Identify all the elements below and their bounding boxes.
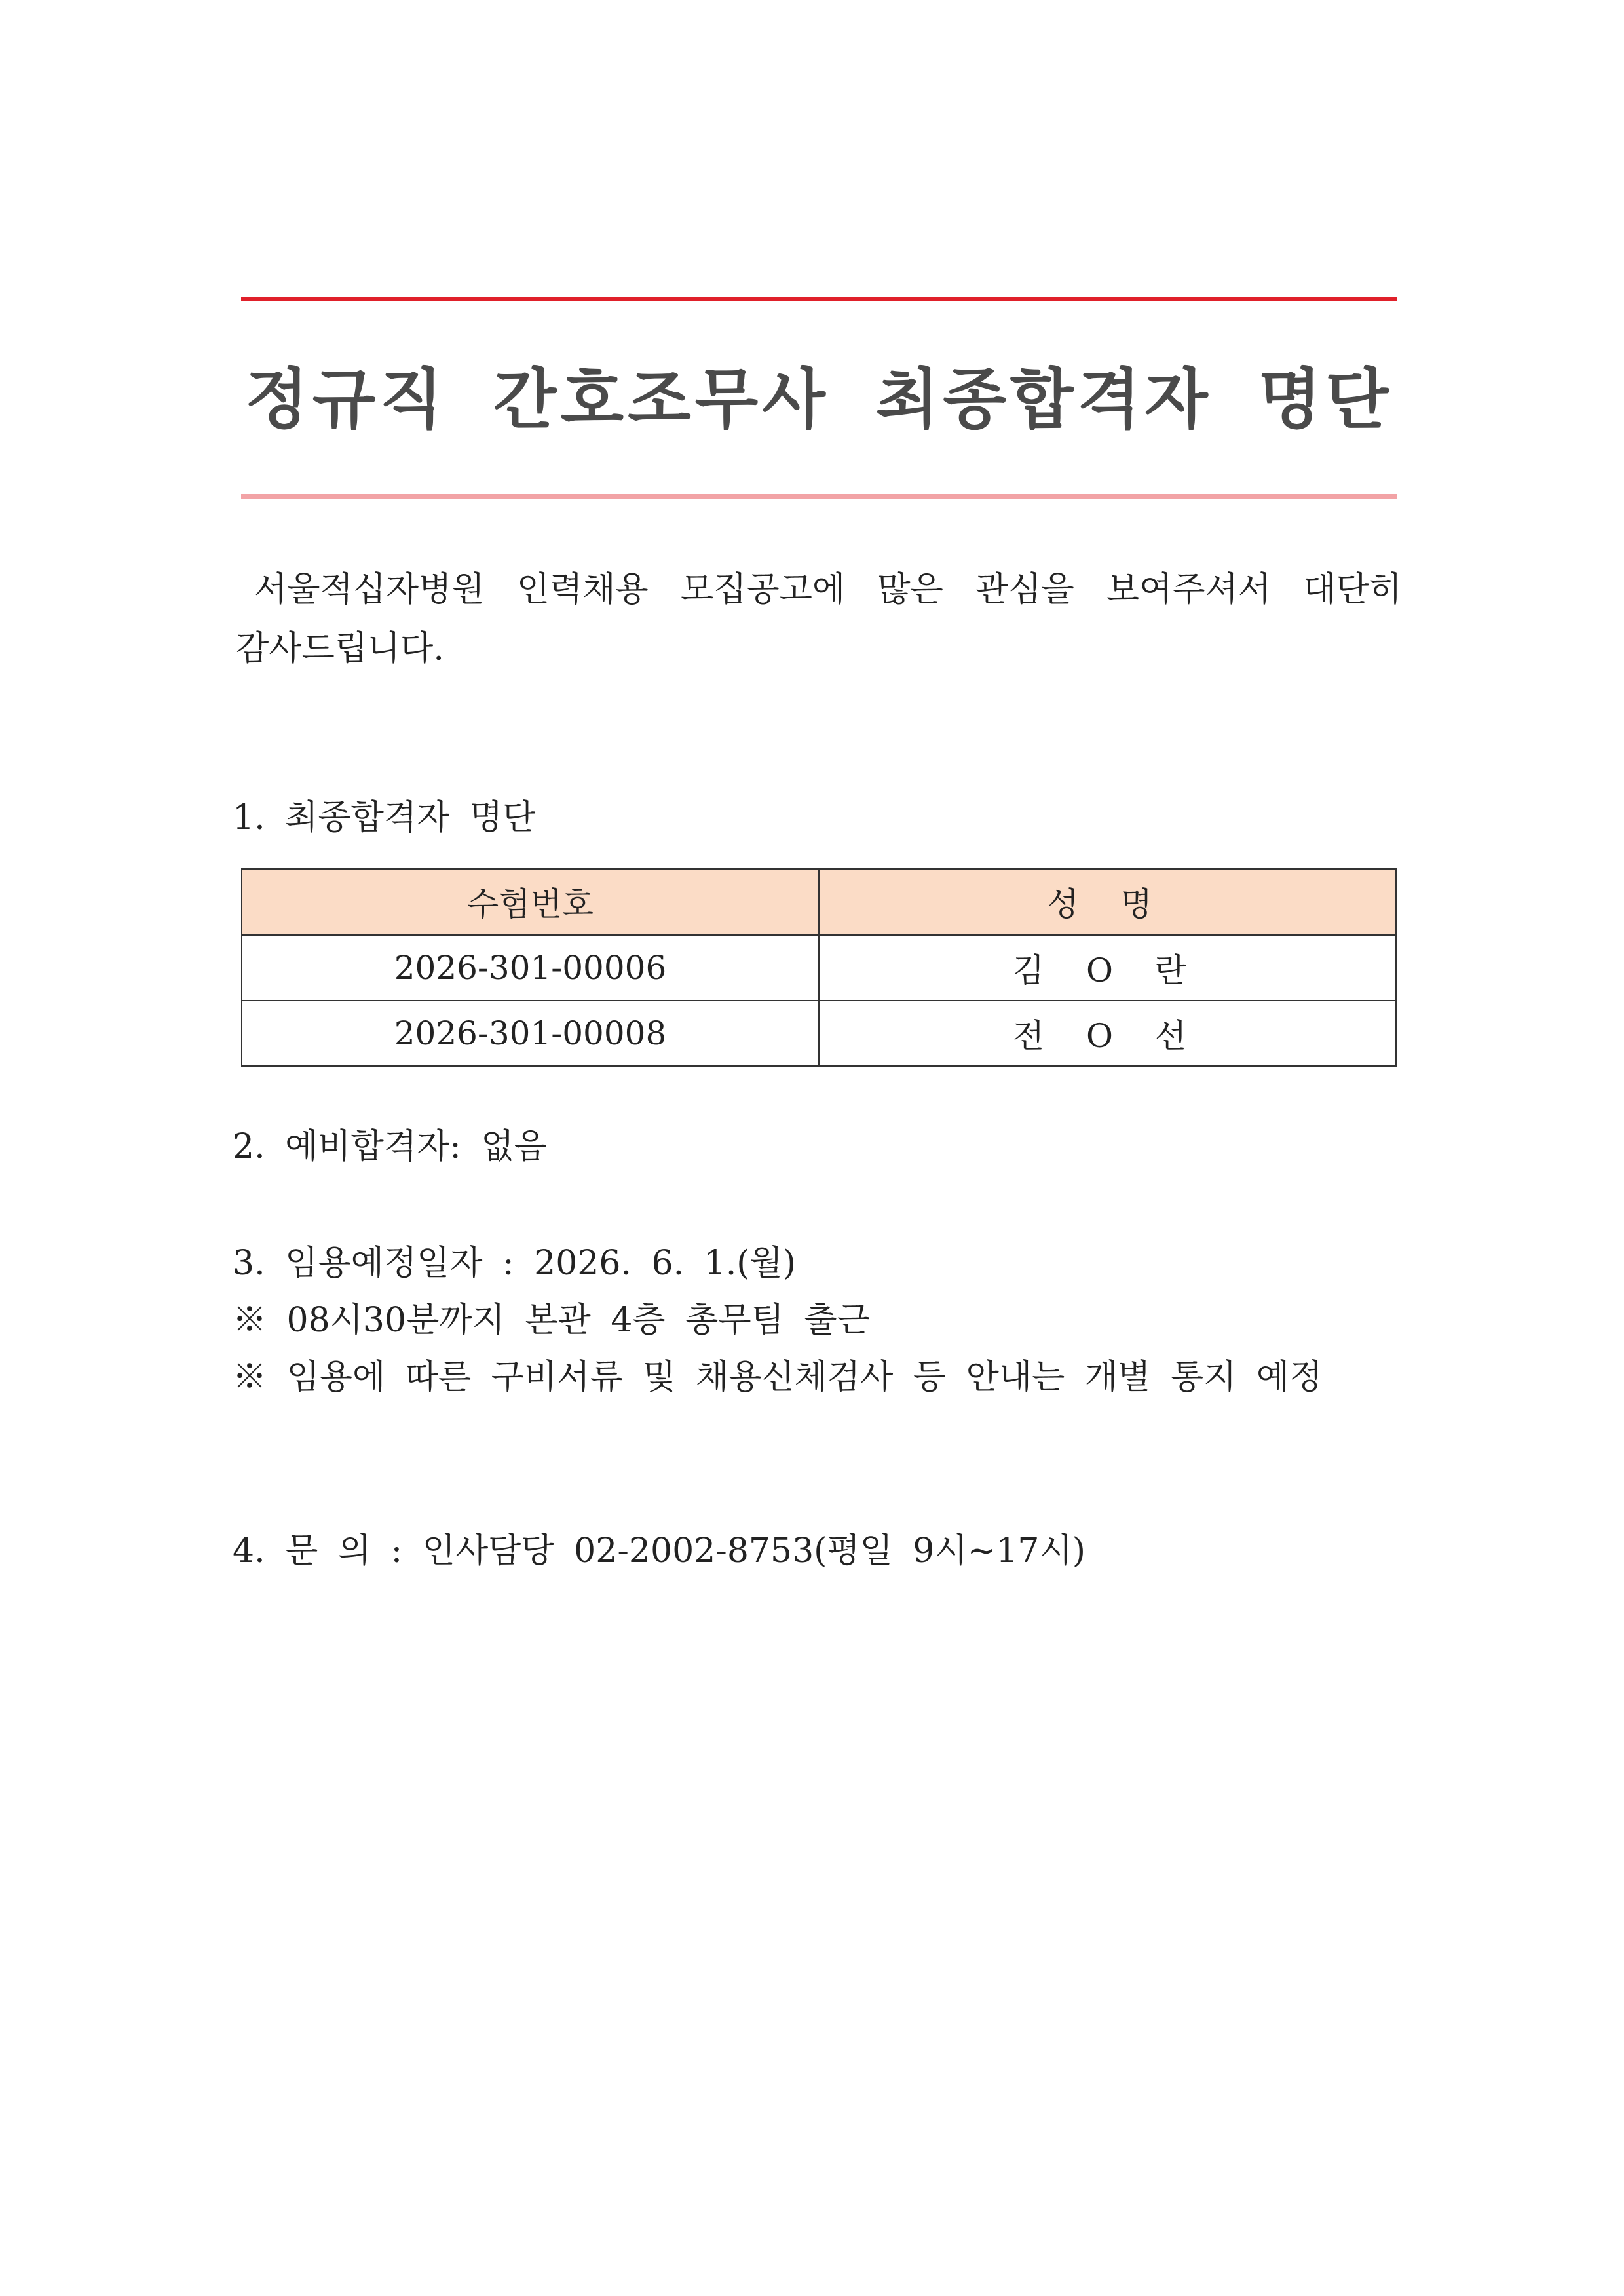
cell-name: 전 O 선	[819, 1001, 1396, 1066]
header-name: 성 명	[819, 869, 1396, 935]
title-top-rule	[241, 297, 1397, 301]
cell-name: 김 O 란	[819, 935, 1396, 1001]
cell-exam-number: 2026-301-00006	[242, 935, 819, 1001]
section-4-contact: 4. 문 의 : 인사담당 02-2002-8753(평일 9시~17시)	[233, 1531, 1086, 1571]
table-row	[242, 935, 1396, 1001]
intro-paragraph: 서울적십자병원 인력채용 모집공고에 많은 관심을 보여주셔서 대단히 감사드립니다.	[236, 570, 1402, 668]
section-3-heading: 3. 임용예정일자 : 2026. 6. 1.(월)	[233, 1244, 797, 1283]
section-2-reserve: 2. 예비합격자: 없음	[233, 1127, 547, 1166]
section-3-note-2: ※ 임용에 따른 구비서류 및 채용신체검사 등 안내는 개별 통지 예정	[233, 1358, 1323, 1397]
header-exam-number: 수험번호	[242, 869, 819, 935]
cell-exam-number: 2026-301-00008	[242, 1001, 819, 1066]
section-1-heading: 1. 최종합격자 명단	[233, 798, 536, 837]
final-passers-table	[241, 868, 1397, 1067]
section-3-note-1: ※ 08시30분까지 본관 4층 총무팀 출근	[233, 1301, 870, 1340]
page-title: 정규직 간호조무사 최종합격자 명단	[245, 361, 1393, 438]
table-row	[242, 1001, 1396, 1066]
title-bottom-rule	[241, 494, 1397, 499]
table-header-row	[242, 869, 1396, 935]
